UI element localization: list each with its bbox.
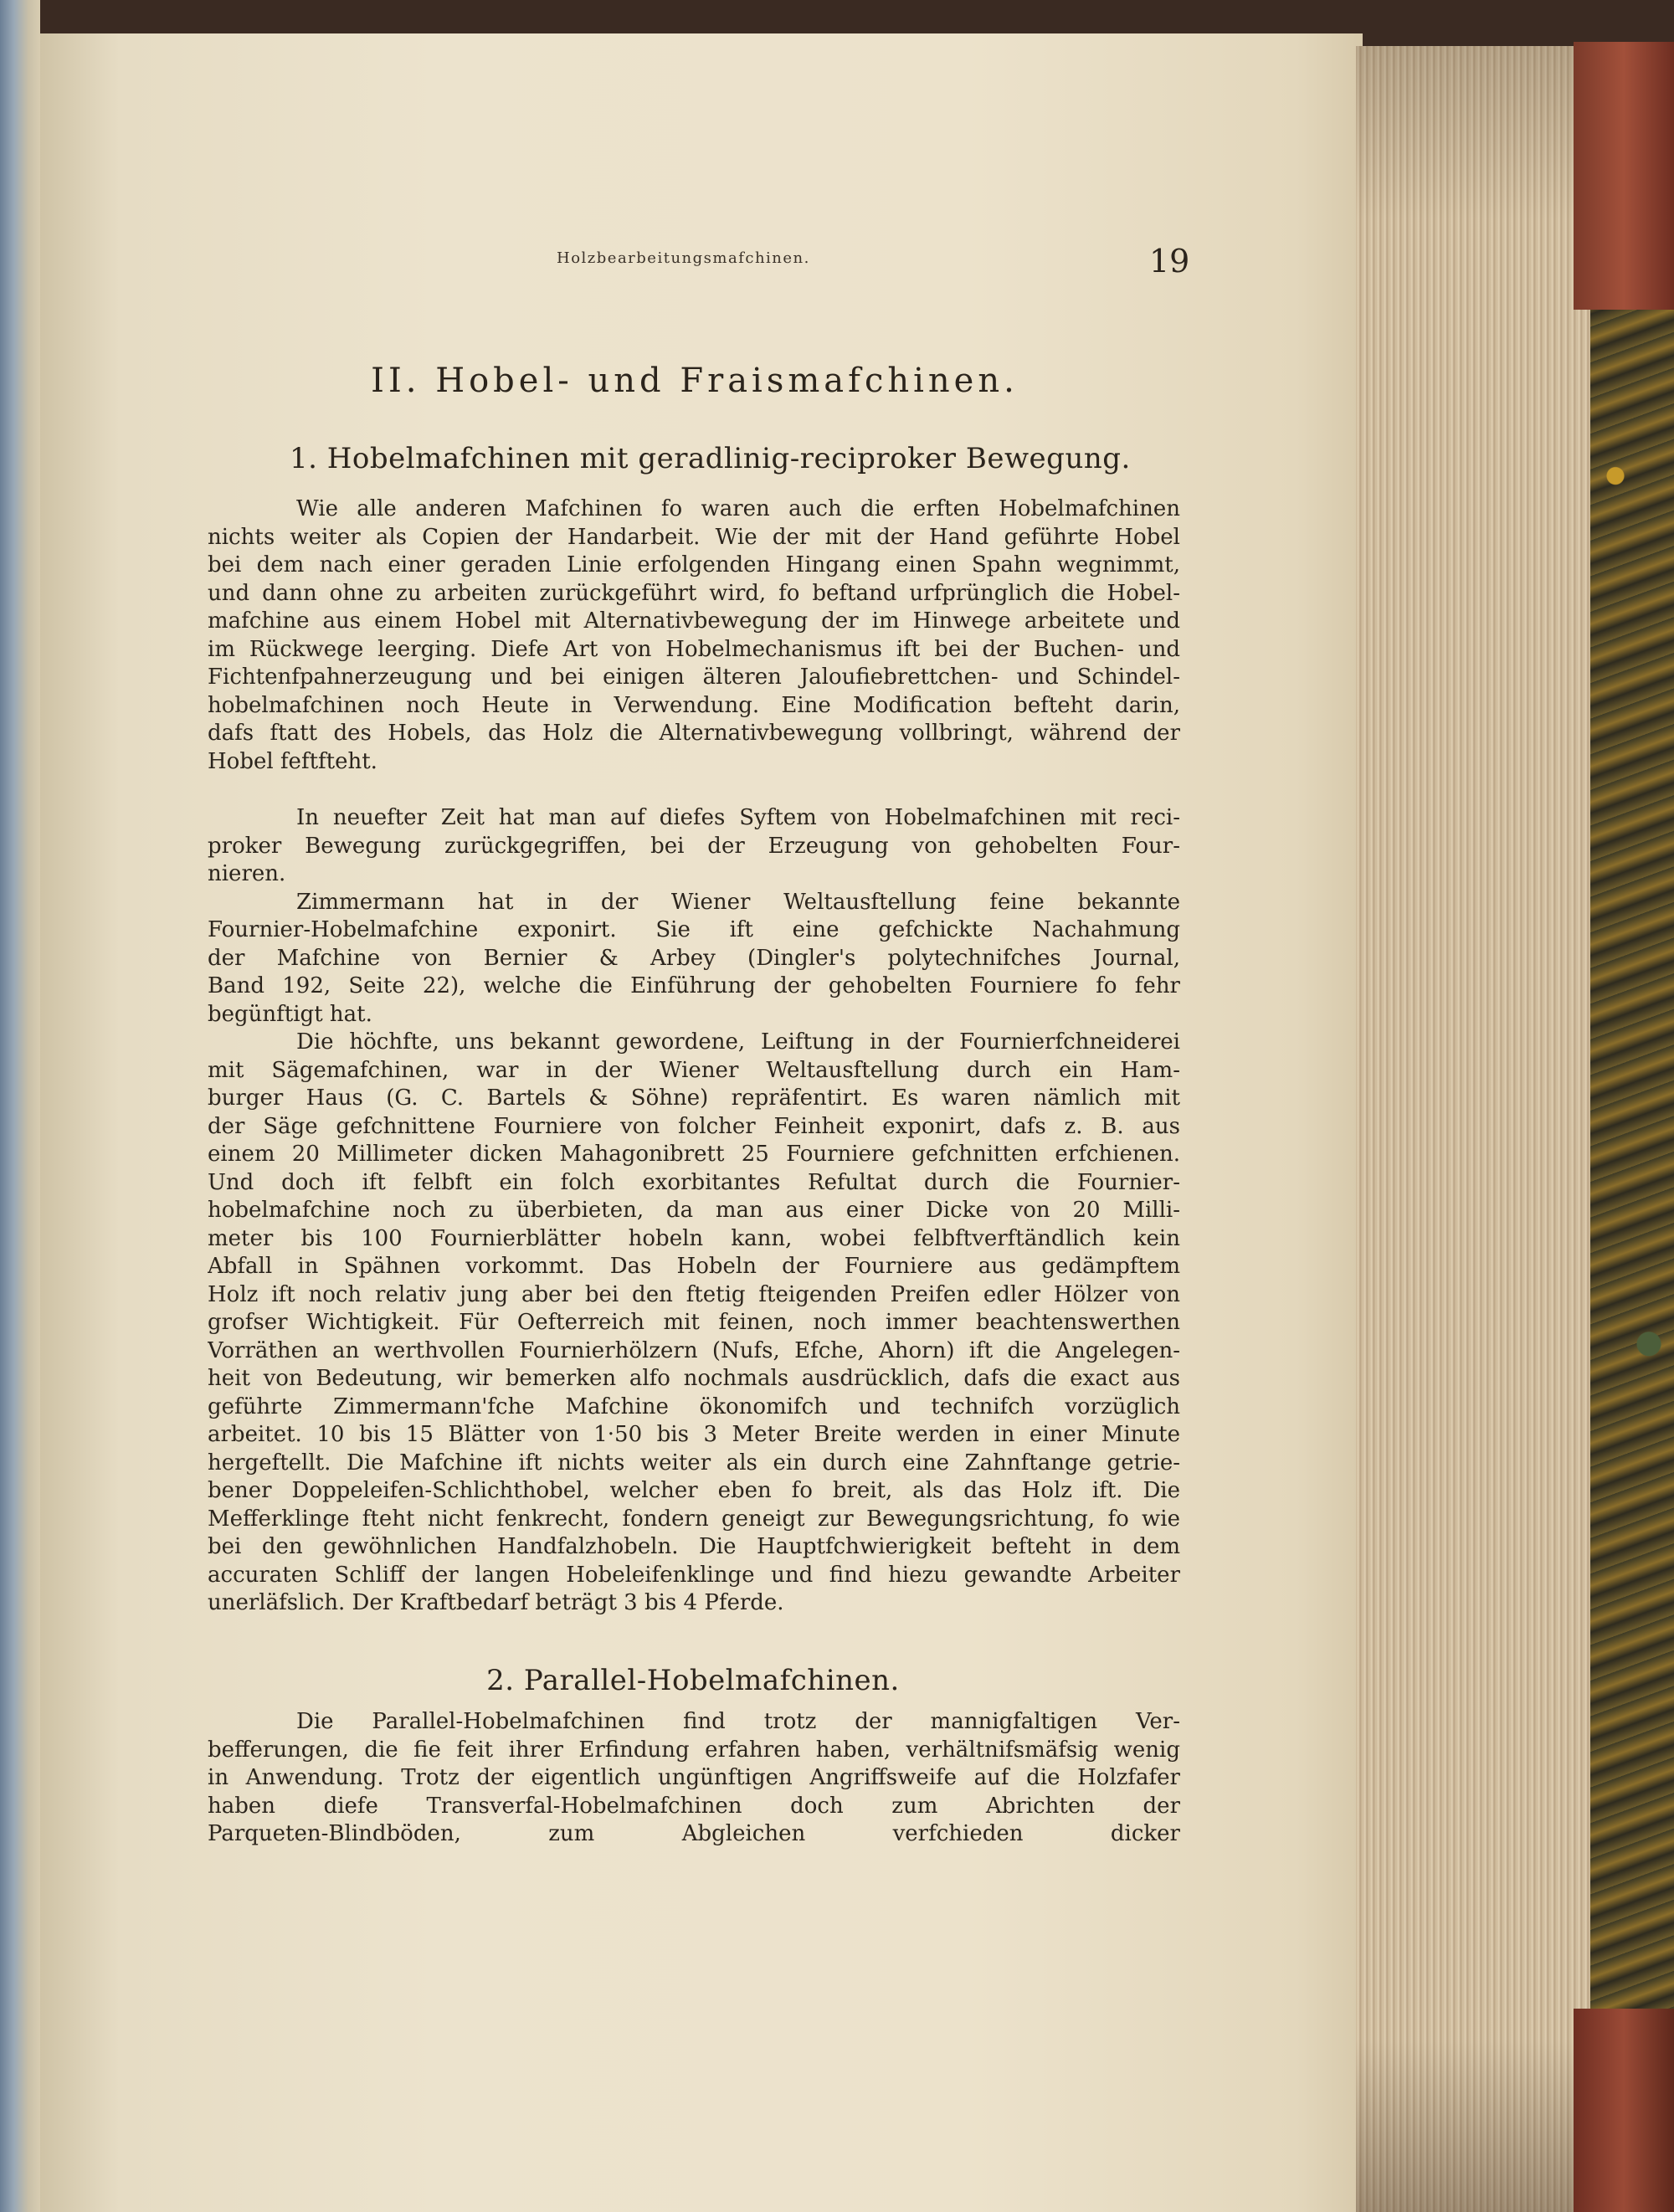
text-line: unerläfslich. Der Kraftbedarf beträgt 3 bis 4 Pferde. [208, 1590, 784, 1615]
text-line: geführte Zimmermann'fche Mafchine ökonomifch und technifch vorzüglich [208, 1393, 1180, 1419]
text-line: arbeitet. 10 bis 15 Blätter von 1·50 bis 3 Meter Breite werden in einer Minute [208, 1422, 1180, 1447]
text-line: bei dem nach einer geraden Linie erfolgenden Hingang einen Spahn wegnimmt, [208, 552, 1180, 577]
leather-corner-bottom [1574, 2009, 1674, 2212]
section-heading-1: 1. Hobelmafchinen mit geradlinig-reciproker Bewegung. [290, 442, 1131, 475]
text-line: Parqueten-Blindböden, zum Abgleichen verfchieden dicker [208, 1821, 1180, 1846]
text-line: accuraten Schliff der langen Hobeleifenklinge und find hiezu gewandte Arbeiter [208, 1562, 1180, 1588]
text-line: der Mafchine von Bernier & Arbey (Dingler's polytechnifches Journal, [208, 945, 1180, 971]
marbled-cover-board [1590, 42, 1674, 2212]
text-line: Abfall in Spähnen vorkommt. Das Hobeln der Fourniere aus gedämpftem [208, 1254, 1180, 1279]
text-line: Vorräthen an werthvollen Fournierhölzern (Nufs, Efche, Ahorn) ift die Angelegen- [208, 1337, 1180, 1363]
text-line: Holz ift noch relativ jung aber bei den ftetig fteigenden Preifen edler Hölzer von [208, 1281, 1180, 1307]
text-line: burger Haus (G. C. Bartels & Söhne) repräfentirt. Es waren nämlich mit [208, 1085, 1180, 1111]
section-heading-2: 2. Parallel-Hobelmafchinen. [486, 1664, 900, 1697]
text-line: Hobel feftfteht. [208, 748, 377, 774]
text-line: heit von Bedeutung, wir bemerken alfo nochmals ausdrücklich, dafs die exact aus [208, 1366, 1180, 1391]
text-line: in Anwendung. Trotz der eigentlich ungünftigen Angriffsweife auf die Holzfafer [208, 1765, 1180, 1790]
text-line: grofser Wichtigkeit. Für Oefterreich mit feinen, noch immer beachtenswerthen [208, 1310, 1180, 1335]
text-line: begünftigt hat. [208, 1001, 372, 1027]
text-line: mit Sägemafchinen, war in der Wiener Weltausftellung durch ein Ham- [208, 1057, 1180, 1083]
paragraph-2 [208, 804, 1180, 1618]
text-line: Mefferklinge fteht nicht fenkrecht, fondern geneigt zur Bewegungsrichtung, fo wie [208, 1506, 1180, 1532]
text-line: Fichtenfpahnerzeugung und bei einigen älteren Jaloufiebrettchen- und Schindel- [208, 665, 1180, 690]
paragraph-1 [208, 495, 1180, 776]
text-line: befferungen, die fie feit ihrer Erfindung erfahren haben, verhältnifsmäfsig wenig [208, 1737, 1180, 1763]
text-line: bener Doppeleifen-Schlichthobel, welcher eben fo breit, als das Holz ift. Die [208, 1478, 1180, 1503]
text-line: nieren. [208, 861, 286, 886]
text-line: Zimmermann hat in der Wiener Weltausftellung feine bekannte [296, 889, 1180, 915]
text-line: und dann ohne zu arbeiten zurückgeführt wird, fo beftand urfprünglich die Hobel- [208, 580, 1180, 606]
text-line: dafs ftatt des Hobels, das Holz die Alternativbewegung vollbringt, während der [208, 721, 1180, 746]
leather-corner-top [1574, 42, 1674, 310]
text-line: haben diefe Transverfal-Hobelmafchinen doch zum Abrichten der [208, 1793, 1180, 1819]
text-line: der Säge gefchnittene Fourniere von folcher Feinheit exponirt, dafs z. B. aus [208, 1113, 1180, 1139]
paragraph-3 [208, 1708, 1180, 1849]
text-line: Band 192, Seite 22), welche die Einführung der gehobelten Fourniere fo fehr [208, 973, 1180, 998]
running-head: Holzbearbeitungsmafchinen. [557, 249, 810, 267]
text-line: Die Parallel-Hobelmafchinen find trotz der mannigfaltigen Ver- [296, 1709, 1180, 1734]
text-line: proker Bewegung zurückgegriffen, bei der Erzeugung von gehobelten Four- [208, 833, 1180, 859]
text-line: bei den gewöhnlichen Handfalzhobeln. Die Hauptfchwierigkeit befteht in dem [208, 1534, 1180, 1559]
text-line: Fournier-Hobelmafchine exponirt. Sie ift eine gefchickte Nachahmung [208, 917, 1180, 942]
text-line: einem 20 Millimeter dicken Mahagonibrett 25 Fourniere gefchnitten erfchienen. [208, 1142, 1180, 1167]
page-number: 19 [1149, 243, 1190, 280]
text-line: nichts weiter als Copien der Handarbeit. Wie der mit der Hand geführte Hobel [208, 524, 1180, 550]
page-fore-edge [1356, 46, 1607, 2212]
text-line: Wie alle anderen Mafchinen fo waren auch die erften Hobelmafchinen [296, 496, 1180, 521]
text-line: In neuefter Zeit hat man auf diefes Syftem von Hobelmafchinen mit reci- [296, 805, 1180, 830]
part-title: II. Hobel- und Fraismafchinen. [371, 362, 1019, 400]
text-line: meter bis 100 Fournierblätter hobeln kann, wobei felbftverftändlich kein [208, 1225, 1180, 1251]
text-line: Und doch ift felbft ein folch exorbitantes Refultat durch die Fournier- [208, 1169, 1180, 1195]
text-line: im Rückwege leerging. Diefe Art von Hobelmechanismus ift bei der Buchen- und [208, 636, 1180, 662]
text-line: hergeftellt. Die Mafchine ift nichts weiter als ein durch eine Zahnftange getrie- [208, 1450, 1180, 1476]
text-line: Die höchfte, uns bekannt gewordene, Leiftung in der Fournierfchneiderei [296, 1029, 1180, 1055]
left-page-edge [0, 0, 40, 2212]
text-line: mafchine aus einem Hobel mit Alternativbewegung der im Hinwege arbeitete und [208, 608, 1180, 634]
text-line: hobelmafchine noch zu überbieten, da man aus einer Dicke von 20 Milli- [208, 1198, 1180, 1223]
text-line: hobelmafchinen noch Heute in Verwendung. Eine Modification befteht darin, [208, 692, 1180, 718]
